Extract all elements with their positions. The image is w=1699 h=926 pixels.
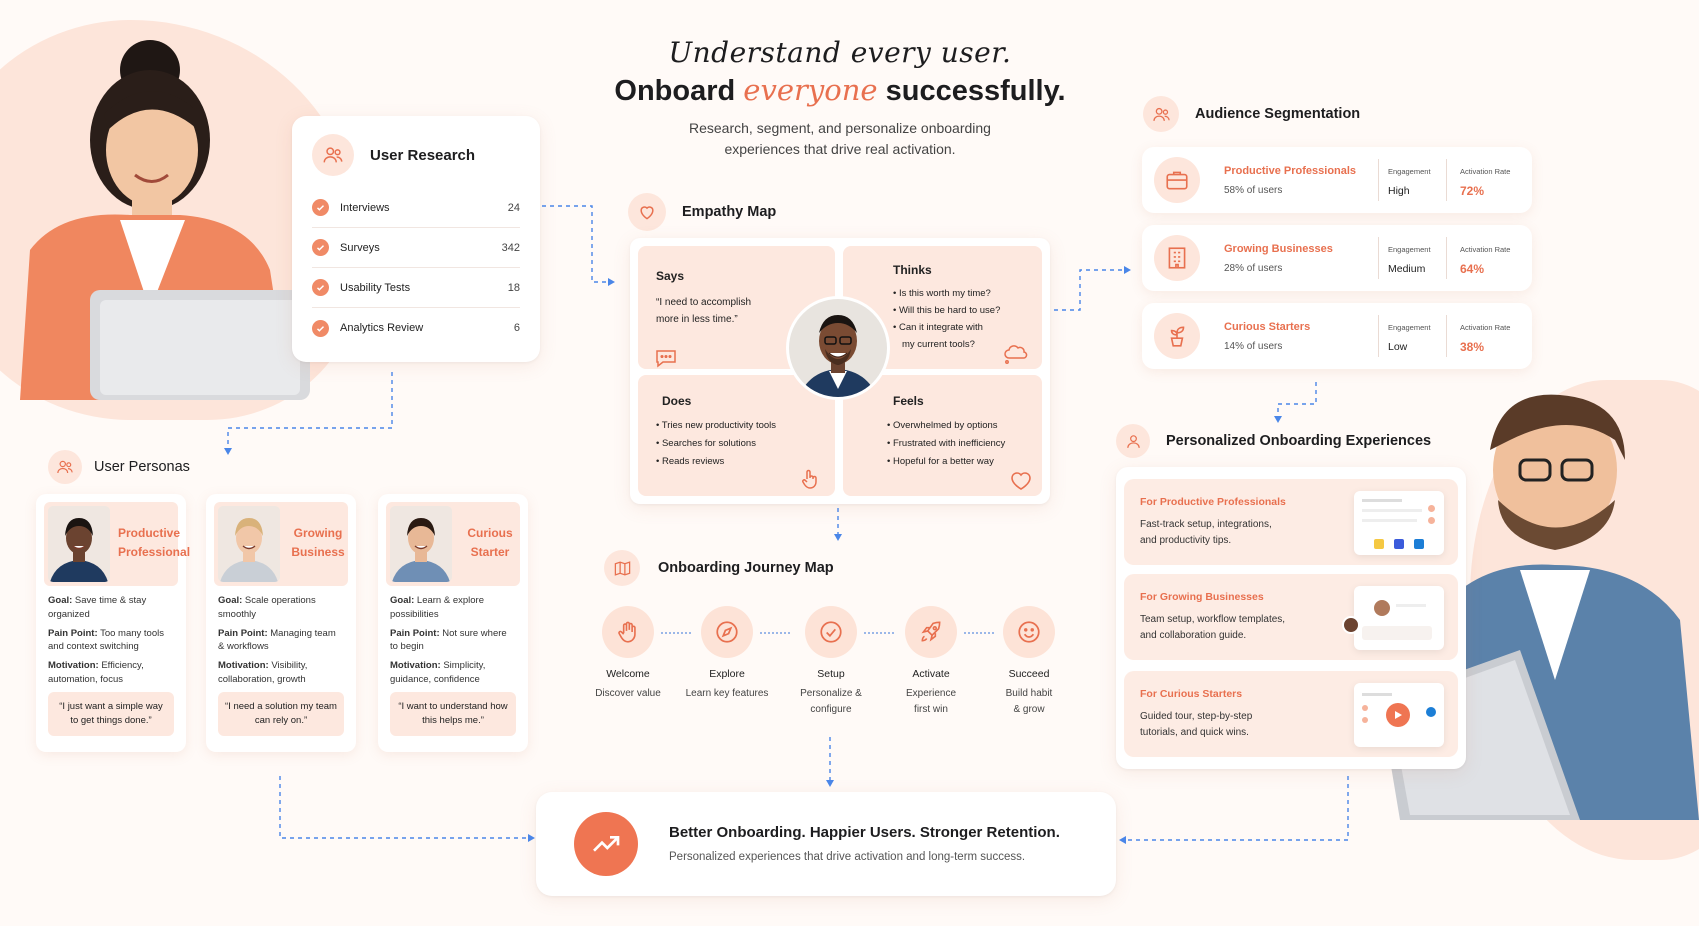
step-label: Succeed <box>1008 668 1050 680</box>
user-research-title: User Research <box>370 146 476 164</box>
footer-subtitle: Personalized experiences that drive activation and long-term success. <box>669 851 1026 863</box>
activation-label: Activation Rate <box>1460 167 1511 176</box>
segment-card[interactable] <box>1142 147 1532 213</box>
user-research-list <box>312 188 520 348</box>
feels-title: Feels <box>893 394 924 408</box>
segment-name: Curious Starters <box>1224 321 1311 333</box>
experience-title: For Growing Businesses <box>1140 591 1264 603</box>
wave-hand-icon <box>602 606 654 658</box>
header-subtitle-2: experiences that drive real activation. <box>724 141 956 157</box>
user-icon <box>1116 424 1150 458</box>
speech-bubble-icon <box>654 348 678 368</box>
journey-step[interactable] <box>881 606 981 717</box>
persona-card[interactable] <box>378 494 528 752</box>
segment-engagement: High <box>1388 185 1410 197</box>
step-sub: Discover value <box>595 688 661 699</box>
segment-card[interactable] <box>1142 225 1532 291</box>
experience-card[interactable] <box>1124 574 1458 660</box>
persona-goal: Scale operations smoothly <box>218 595 316 620</box>
map-icon <box>604 550 640 586</box>
feels-item: • Frustrated with inefficiency <box>887 435 1024 453</box>
persona-motivation: Simplicity, guidance, confidence <box>390 660 486 685</box>
persona-name-2: Professional <box>118 545 191 560</box>
thinks-item: • Will this be hard to use? <box>893 303 1024 320</box>
journey-map-title: Onboarding Journey Map <box>658 560 834 576</box>
persona-header <box>386 502 520 586</box>
goal-label: Goal: <box>218 595 243 606</box>
empathy-persona-avatar <box>786 296 890 400</box>
check-icon <box>312 320 329 337</box>
says-quote-2: more in less time.” <box>656 314 738 326</box>
experience-title: For Curious Starters <box>1140 688 1243 700</box>
heart-outline-icon <box>1009 469 1033 491</box>
users-icon <box>312 134 354 176</box>
persona-quote: “I just want a simple way to get things done.” <box>48 692 174 737</box>
persona-motivation: Efficiency, automation, focus <box>48 660 144 685</box>
play-icon[interactable] <box>1386 703 1410 727</box>
segment-activation: 72% <box>1460 184 1485 198</box>
motivation-label: Motivation: <box>218 660 269 672</box>
sprout-icon <box>1154 313 1200 359</box>
says-quote-1: “I need to accomplish <box>656 297 752 309</box>
research-item-label: Analytics Review <box>340 322 424 334</box>
does-item: • Reads reviews <box>656 453 817 471</box>
trend-up-icon <box>574 812 638 876</box>
segment-engagement: Low <box>1388 341 1408 353</box>
audience-segmentation-header <box>1143 96 1360 132</box>
research-item-count: 342 <box>501 241 520 254</box>
goal-label: Goal: <box>390 595 415 606</box>
persona-card[interactable] <box>36 494 191 752</box>
user-personas-title: User Personas <box>94 459 190 475</box>
persona-header <box>214 502 348 586</box>
check-icon <box>312 279 329 296</box>
research-item-count: 6 <box>513 322 520 334</box>
persona-name-2: Business <box>291 545 345 560</box>
activation-label: Activation Rate <box>1460 323 1511 332</box>
feels-item: • Hopeful for a better way <box>887 453 1024 471</box>
header-subtitle-1: Research, segment, and personalize onboarding <box>689 120 991 136</box>
headline-accent: everyone <box>743 73 878 107</box>
persona-goal: Learn & explore possibilities <box>390 595 484 620</box>
users-icon <box>1143 96 1179 132</box>
check-icon <box>312 199 329 216</box>
dashboard-preview <box>1354 491 1444 555</box>
says-title: Says <box>656 269 685 283</box>
persona-pain: Too many tools and context switching <box>48 627 164 653</box>
heart-icon <box>628 193 666 231</box>
journey-map-header <box>604 550 834 586</box>
research-item[interactable] <box>312 228 520 268</box>
experience-card[interactable] <box>1124 479 1458 565</box>
experience-desc: Fast-track setup, integrations, and productivity tips. <box>1140 519 1272 546</box>
persona-pain: Managing team & workflows <box>218 627 336 653</box>
motivation-label: Motivation: <box>390 660 441 672</box>
research-item-label: Interviews <box>340 201 390 214</box>
research-item-label: Usability Tests <box>340 281 411 294</box>
persona-name-1: Growing <box>293 526 343 540</box>
does-item: • Tries new productivity tools <box>656 417 817 435</box>
segment-share: 28% of users <box>1224 263 1283 274</box>
audience-segmentation-title: Audience Segmentation <box>1195 106 1361 122</box>
goal-label: Goal: <box>48 595 73 606</box>
headline <box>560 73 1120 108</box>
persona-pain: Not sure where to begin <box>390 627 507 653</box>
step-sub: Personalize & configure <box>800 688 862 715</box>
research-item[interactable] <box>312 268 520 308</box>
journey-step[interactable] <box>979 606 1079 717</box>
team-preview <box>1354 586 1444 650</box>
step-label: Activate <box>912 668 950 680</box>
persona-avatar <box>48 506 110 582</box>
hand-pointer-icon <box>798 467 822 491</box>
check-circle-icon <box>805 606 857 658</box>
persona-quote: “I need a solution my team can rely on.” <box>218 692 344 737</box>
persona-motivation: Visibility, collaboration, growth <box>218 660 308 685</box>
segment-share: 58% of users <box>1224 185 1283 196</box>
segment-activation: 64% <box>1460 262 1485 276</box>
segment-activation: 38% <box>1460 340 1485 354</box>
experience-desc: Team setup, workflow templates, and collaboration guide. <box>1140 614 1286 641</box>
engagement-label: Engagement <box>1388 323 1431 332</box>
step-sub: Build habit & grow <box>1005 688 1053 715</box>
research-item[interactable] <box>312 188 520 228</box>
research-item-count: 24 <box>507 201 520 214</box>
engagement-label: Engagement <box>1388 245 1431 254</box>
persona-name-1: Productive <box>118 526 181 540</box>
empathy-map-card <box>630 238 1050 504</box>
personalized-header <box>1116 424 1431 458</box>
experience-desc: Guided tour, step-by-step tutorials, and quick wins. <box>1140 711 1253 738</box>
segment-engagement: Medium <box>1388 263 1426 275</box>
persona-avatar <box>390 506 452 582</box>
step-sub: Experience first win <box>905 688 957 715</box>
experience-card[interactable] <box>1124 671 1458 757</box>
user-personas-header <box>48 450 190 484</box>
research-item[interactable] <box>312 308 520 348</box>
thinks-item: • Can it integrate with <box>893 320 1024 337</box>
briefcase-icon <box>1154 157 1200 203</box>
headline-post: successfully. <box>877 75 1066 107</box>
rocket-icon <box>905 606 957 658</box>
header <box>560 36 1120 157</box>
pain-label: Pain Point: <box>390 627 440 639</box>
users-icon <box>48 450 82 484</box>
empathy-map-title: Empathy Map <box>682 204 777 220</box>
segment-name: Productive Professionals <box>1224 165 1357 177</box>
step-label: Setup <box>817 668 845 680</box>
empathy-map-header <box>628 193 776 231</box>
header-tagline: Understand every user. <box>668 36 1012 69</box>
does-item: • Searches for solutions <box>656 435 817 453</box>
divider <box>1446 237 1447 279</box>
tutorial-preview <box>1354 683 1444 747</box>
compass-icon <box>701 606 753 658</box>
experience-title: For Productive Professionals <box>1140 496 1286 508</box>
journey-step[interactable] <box>677 606 777 702</box>
step-sub: Learn key features <box>685 688 769 699</box>
thought-cloud-icon <box>1003 342 1029 364</box>
persona-avatar <box>218 506 280 582</box>
persona-name-2: Starter <box>470 545 510 560</box>
segment-name: Growing Businesses <box>1224 243 1333 255</box>
research-item-count: 18 <box>507 281 520 294</box>
motivation-label: Motivation: <box>48 660 99 672</box>
segment-card[interactable] <box>1142 303 1532 369</box>
step-label: Explore <box>709 668 745 680</box>
journey-step[interactable] <box>781 606 881 717</box>
check-icon <box>312 239 329 256</box>
divider <box>1378 159 1379 201</box>
persona-header <box>44 502 191 586</box>
does-title: Does <box>662 394 692 408</box>
footer-banner <box>536 792 1116 896</box>
thinks-title: Thinks <box>893 263 932 277</box>
journey-step[interactable] <box>578 606 678 702</box>
research-item-label: Surveys <box>340 241 380 254</box>
persona-name-1: Curious <box>467 526 513 540</box>
footer-title: Better Onboarding. Happier Users. Stronger Retention. <box>669 824 1060 841</box>
smile-icon <box>1003 606 1055 658</box>
engagement-label: Engagement <box>1388 167 1431 176</box>
thinks-item-cont: my current tools? <box>902 339 975 351</box>
divider <box>1446 315 1447 357</box>
pain-label: Pain Point: <box>48 627 98 639</box>
personalized-title: Personalized Onboarding Experiences <box>1166 433 1432 449</box>
divider <box>1378 315 1379 357</box>
pain-label: Pain Point: <box>218 627 268 639</box>
thinks-item: • Is this worth my time? <box>893 286 1024 303</box>
segment-share: 14% of users <box>1224 341 1283 352</box>
user-research-card <box>292 116 540 362</box>
feels-item: • Overwhelmed by options <box>887 417 1024 435</box>
hero-woman-photo <box>0 10 330 400</box>
activation-label: Activation Rate <box>1460 245 1511 254</box>
building-icon <box>1154 235 1200 281</box>
divider <box>1378 237 1379 279</box>
persona-card[interactable] <box>206 494 356 752</box>
step-label: Welcome <box>606 668 650 680</box>
headline-pre: Onboard <box>614 75 744 107</box>
divider <box>1446 159 1447 201</box>
persona-quote: “I want to understand how this helps me.” <box>390 692 516 737</box>
persona-goal: Save time & stay organized <box>48 595 147 620</box>
